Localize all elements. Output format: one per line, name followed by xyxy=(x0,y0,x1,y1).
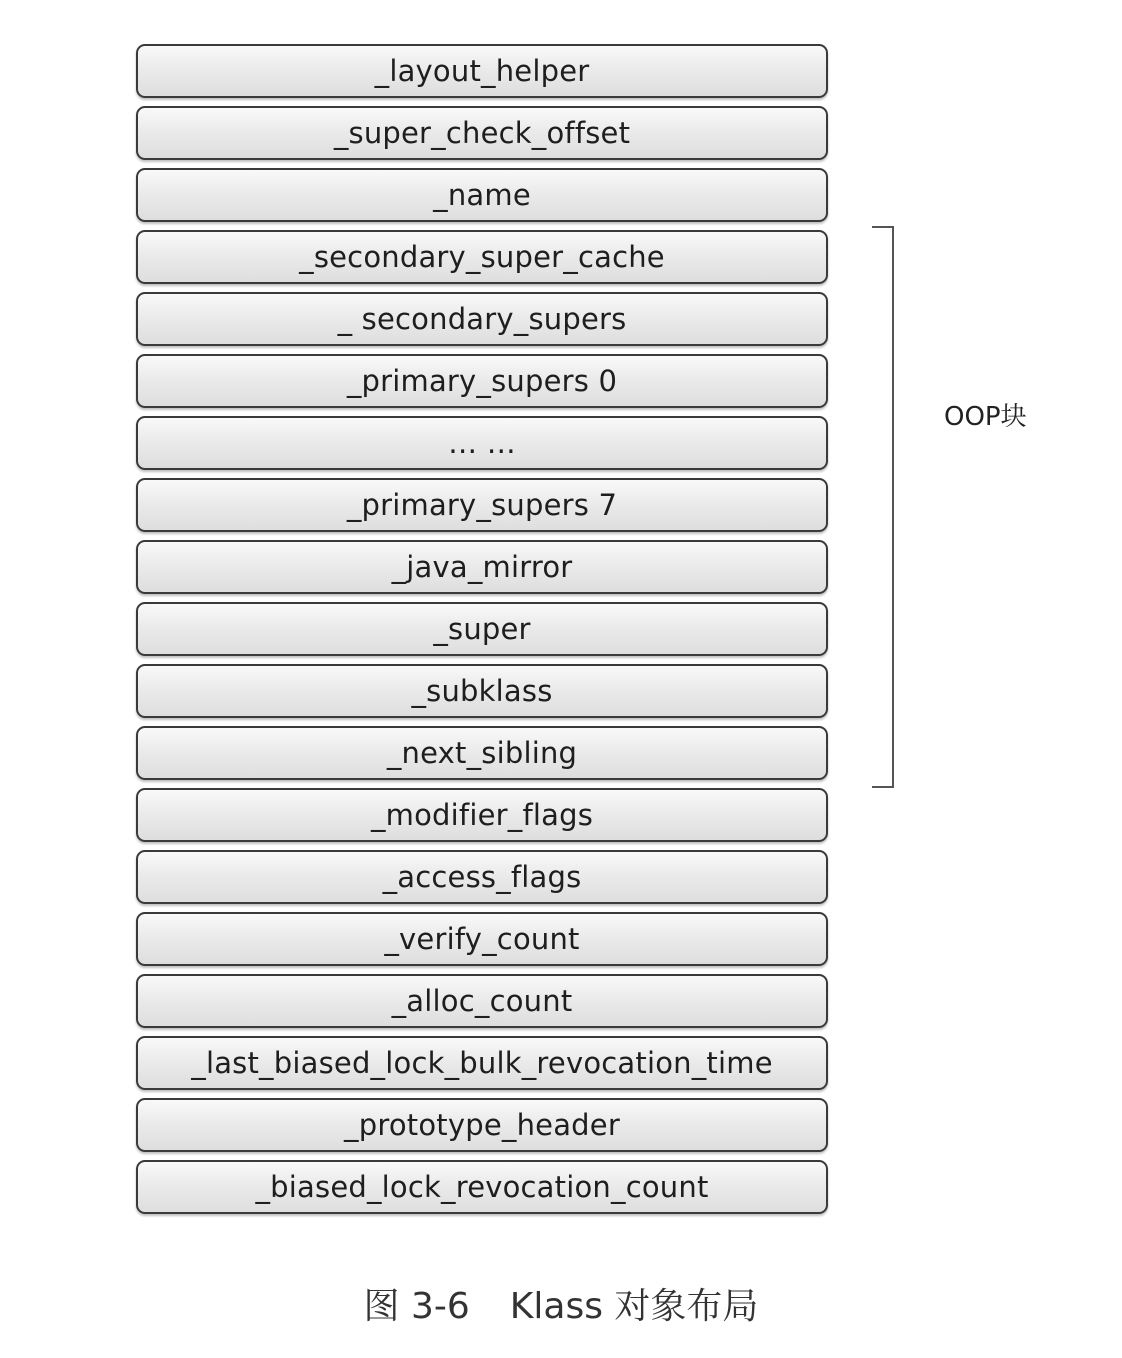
figure-title: Klass 对象布局 xyxy=(509,1286,759,1327)
field-next-sibling: _next_sibling xyxy=(136,726,828,780)
field-subklass: _subklass xyxy=(136,664,828,718)
field-super-check-offset: _super_check_offset xyxy=(136,106,828,160)
field-prototype-header: _prototype_header xyxy=(136,1098,828,1152)
klass-layout-diagram xyxy=(136,44,828,1214)
field-layout-helper: _layout_helper xyxy=(136,44,828,98)
field-modifier-flags: _modifier_flags xyxy=(136,788,828,842)
field-ellipsis: … … xyxy=(136,416,828,470)
field-primary-supers-0: _primary_supers 0 xyxy=(136,354,828,408)
field-secondary-super-cache: _secondary_super_cache xyxy=(136,230,828,284)
field-verify-count: _verify_count xyxy=(136,912,828,966)
field-access-flags: _access_flags xyxy=(136,850,828,904)
field-primary-supers-7: _primary_supers 7 xyxy=(136,478,828,532)
field-secondary-supers: _ secondary_supers xyxy=(136,292,828,346)
oop-bracket-label: OOP块 xyxy=(944,402,1027,432)
field-biased-lock-revocation-count: _biased_lock_revocation_count xyxy=(136,1160,828,1214)
oop-bracket xyxy=(872,226,894,788)
field-alloc-count: _alloc_count xyxy=(136,974,828,1028)
figure-caption xyxy=(0,1278,1122,1329)
field-java-mirror: _java_mirror xyxy=(136,540,828,594)
field-last-biased-lock-bulk-revocation-time: _last_biased_lock_bulk_revocation_time xyxy=(136,1036,828,1090)
figure-number: 图 3-6 xyxy=(363,1286,470,1327)
field-name: _name xyxy=(136,168,828,222)
field-super: _super xyxy=(136,602,828,656)
